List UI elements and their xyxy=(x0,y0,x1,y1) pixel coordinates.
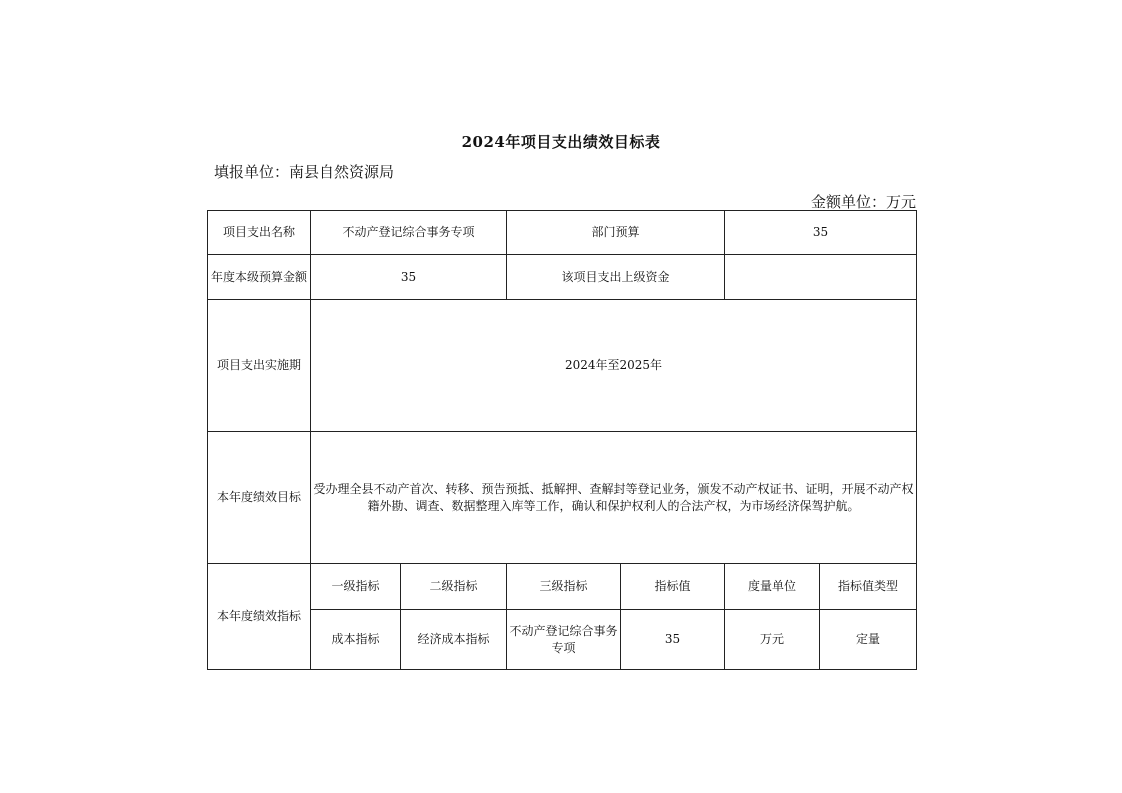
performance-target-table xyxy=(207,210,917,670)
implementation-period-value: 2024年至2025年 xyxy=(311,300,917,432)
table-row xyxy=(208,255,917,300)
indicator-level3: 不动产登记综合事务专项 xyxy=(507,610,621,670)
table-row xyxy=(208,432,917,564)
header-value-type: 指标值类型 xyxy=(820,564,917,610)
table-row xyxy=(208,610,917,670)
header-level3: 三级指标 xyxy=(507,564,621,610)
header-level1: 一级指标 xyxy=(311,564,401,610)
indicator-level2: 经济成本指标 xyxy=(401,610,507,670)
annual-goal-label: 本年度绩效目标 xyxy=(208,432,311,564)
superior-funds-value xyxy=(725,255,917,300)
project-name-label: 项目支出名称 xyxy=(208,211,311,255)
dept-budget-label: 部门预算 xyxy=(507,211,725,255)
reporting-unit: 填报单位：南县自然资源局 xyxy=(214,163,395,181)
table-row xyxy=(208,300,917,432)
header-unit: 度量单位 xyxy=(725,564,820,610)
table-row xyxy=(208,564,917,610)
project-name-value: 不动产登记综合事务专项 xyxy=(311,211,507,255)
indicators-section-label: 本年度绩效指标 xyxy=(208,564,311,670)
header-level2: 二级指标 xyxy=(401,564,507,610)
header-value: 指标值 xyxy=(621,564,725,610)
indicator-level1: 成本指标 xyxy=(311,610,401,670)
amount-unit: 金额单位：万元 xyxy=(810,193,916,211)
annual-budget-label: 年度本级预算金额 xyxy=(208,255,311,300)
annual-budget-value: 35 xyxy=(311,255,507,300)
table-row xyxy=(208,211,917,255)
document-title: 2024年项目支出绩效目标表 xyxy=(461,133,661,151)
indicator-unit: 万元 xyxy=(725,610,820,670)
superior-funds-label: 该项目支出上级资金 xyxy=(507,255,725,300)
indicator-value-type: 定量 xyxy=(820,610,917,670)
implementation-period-label: 项目支出实施期 xyxy=(208,300,311,432)
annual-goal-value: 受办理全县不动产首次、转移、预告预抵、抵解押、查解封等登记业务，颁发不动产权证书、证明，开展不动产权籍外勘、调查、数据整理入库等工作，确认和保护权利人的合法产权，为市场经济保驾护航。 xyxy=(311,432,917,564)
dept-budget-value: 35 xyxy=(725,211,917,255)
indicator-value: 35 xyxy=(621,610,725,670)
